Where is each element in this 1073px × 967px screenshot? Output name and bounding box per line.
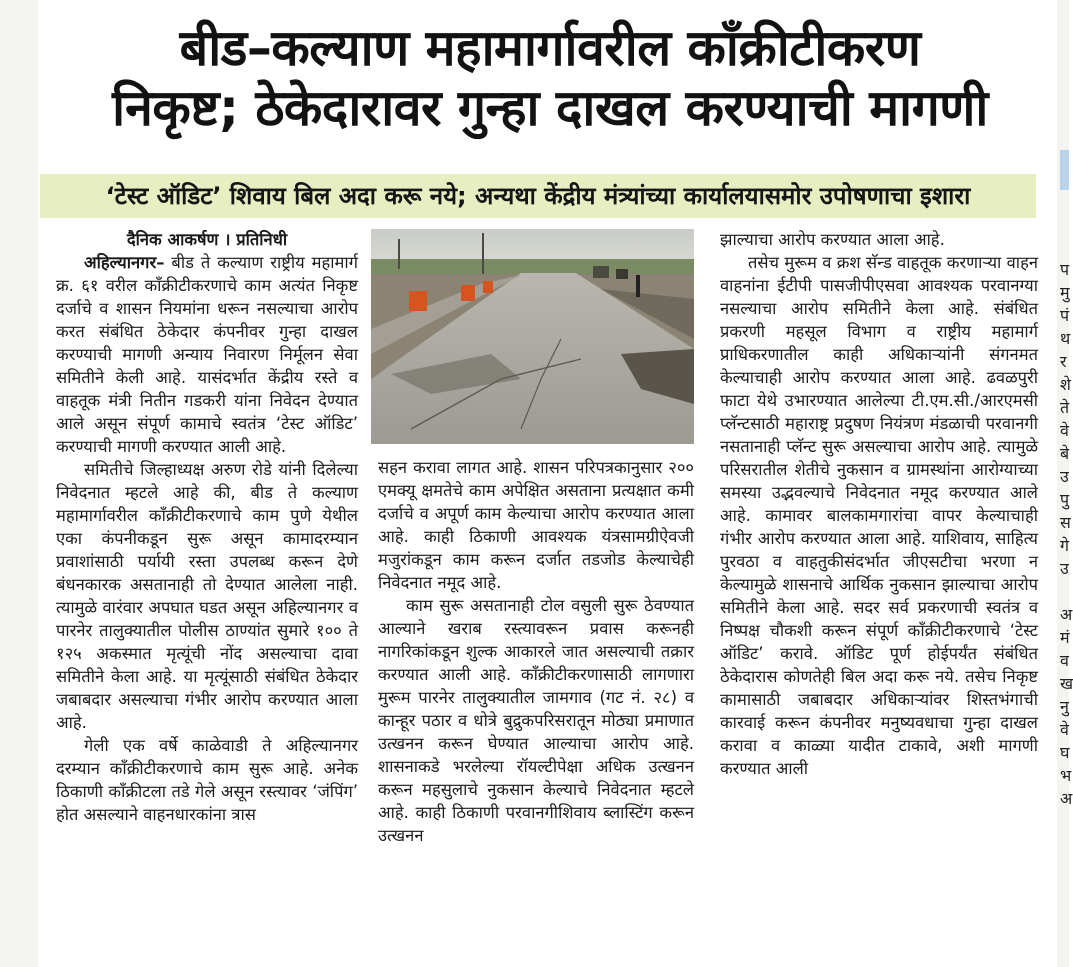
adjacent-article-mark bbox=[1060, 150, 1069, 190]
article-column-2 bbox=[378, 456, 694, 847]
subheadline: ‘टेस्ट ऑडिट’ शिवाय बिल अदा करू नये; अन्यथा केंद्रीय मंत्र्यांच्या कार्यालयासमोर उपोषणाचा इशारा bbox=[40, 174, 1036, 218]
headline bbox=[40, 18, 1060, 138]
headline-line-2: निकृष्ट; ठेकेदारावर गुन्हा दाखल करण्याची मागणी bbox=[112, 79, 988, 137]
paragraph: सहन करावा लागत आहे. शासन परिपत्रकानुसार २०० एमक्यू क्षमतेचे काम अपेक्षित असताना प्रत्यक्षात कमी दर्जाचे व अपूर्ण काम केल्याचा आरोप करण्यात आला आहे. काही ठिकाणी आवश्यक यंत्रसामग्रीऐवजी मजुरांकडून काम करून दर्जात तडजोड केल्याचेही निवेदनात नमूद आहे. bbox=[378, 458, 694, 592]
paragraph bbox=[56, 251, 358, 458]
road-photo-illustration bbox=[371, 229, 694, 444]
page-left-margin bbox=[0, 0, 38, 967]
byline: दैनिक आकर्षण । प्रतिनिधी bbox=[126, 230, 288, 249]
article-column-3 bbox=[720, 228, 1038, 780]
paragraph-text: बीड ते कल्याण राष्ट्रीय महामार्ग क्र. ६१ वरील कॉंक्रीटीकरणाचे काम अत्यंत निकृष्ट दर्जाचे व शासन नियमांना धरून नसल्याचा आरोप करत संबंधित ठेकेदार कंपनीवर गुन्हा दाखल करण्याची मागणी अन्याय निवारण निर्मूलन सेवा समितीने केली आहे. यासंदर्भात केंद्रीय रस्ते व वाहतूक मंत्री नितीन गडकरी यांना निवेदन देण्यात आले असून संपूर्ण कामाचे स्वतंत्र ‘टेस्ट ऑडिट’ करण्याची मागणी करण्यात आली आहे. bbox=[56, 253, 358, 456]
paragraph: गेली एक वर्षे काळेवाडी ते अहिल्यानगर दरम्यान कॉंक्रीटीकरणाचे काम सुरू आहे. अनेक ठिकाणी कॉंक्रीटला तडे गेले असून रस्त्यावर ‘जंपिंग’ होत असल्याने वाहनधारकांना त्रास bbox=[56, 736, 358, 824]
article-column-1 bbox=[56, 228, 358, 826]
headline-line-1: बीड–कल्याण महामार्गावरील कॉंक्रीटीकरण bbox=[179, 19, 921, 77]
road-photo bbox=[371, 229, 694, 444]
dateline: अहिल्यानगर– bbox=[84, 253, 165, 272]
paragraph: झाल्याचा आरोप करण्यात आला आहे. bbox=[720, 230, 945, 249]
adjacent-column-fragment: प मु पं थ र शे ते वे बे उ पु स गे उ अ मं व ख नु वे घ भ अ bbox=[1060, 260, 1073, 808]
paragraph: समितीचे जिल्हाध्यक्ष अरुण रोडे यांनी दिलेल्या निवेदनात म्हटले आहे की, बीड ते कल्याण महामार्गावरील कॉंक्रीटीकरणाचे काम पुणे येथील एका कंपनीकडून सुरू असून कामादरम्यान प्रवाशांसाठी पर्यायी रस्ता उपलब्ध करून देणे बंधनकारक असतानाही तो देण्यात आलेला नाही. त्यामुळे वारंवार अपघात घडत असून अहिल्यानगर व पारनेर तालुक्यातील पोलीस ठाण्यांत सुमारे १०० ते १२५ अकस्मात मृत्यूंची नोंद असल्याचा दावा समितीने केला आहे. या मृत्यूंसाठी संबंधित ठेकेदार जबाबदार असल्याचा गंभीर आरोप करण्यात आला आहे. bbox=[56, 460, 358, 732]
paragraph: काम सुरू असतानाही टोल वसुली सुरू ठेवण्यात आल्याने खराब रस्त्यावरून प्रवास करूनही नागरिकांकडून शुल्क आकारले जात असल्याची तक्रार करण्यात आली आहे. कॉंक्रीटीकरणासाठी लागणारा मुरूम पारनेर तालुक्यातील जामगाव (गट नं. २८) व कान्हूर पठार व धोत्रे बुद्रुकपरिसरातून मोठ्या प्रमाणात उत्खनन करून घेण्यात आल्याचा आरोप आहे. शासनाकडे भरलेल्या रॉयल्टीपेक्षा अधिक उत्खनन करून महसुलाचे नुकसान केल्याचे निवेदनात म्हटले आहे. काही ठिकाणी परवानगीशिवाय ब्लास्टिंग करून उत्खनन bbox=[378, 596, 694, 845]
paragraph: तसेच मुरूम व क्रश सॅन्ड वाहतूक करणाऱ्या वाहन वाहनांना ईटीपी पासजीपीएसवा आवश्यक परवानग्या नसल्याचा आरोप समितीने केला आहे. संबंधित प्रकरणी महसूल विभाग व राष्ट्रीय महामार्ग प्राधिकरणातील काही अधिकाऱ्यांनी संगनमत केल्याचाही आरोप करण्यात आला आहे. ढवळपुरी फाटा येथे उभारण्यात आलेल्या टी.एम.सी./आरएमसी प्लॅन्टसाठी महाराष्ट्र प्रदुषण नियंत्रण मंडळाची परवानगी नसतानाही प्लॅन्ट सुरू असल्याचा आरोप आहे. त्यामुळे परिसरातील शेतीचे नुकसान व ग्रामस्थांना आरोग्याच्या समस्या उद्भवल्याचे निवेदनात नमूद करण्यात आले आहे. कामावर बालकामगारांचा वापर केल्याचाही गंभीर आरोप करण्यात आला आहे. याशिवाय, साहित्य पुरवठा व वाहतुकीसंदर्भात जीएसटीचा भरणा न केल्यामुळे शासनाचे आर्थिक नुकसान झाल्याचा आरोप समितीने केला आहे. सदर सर्व प्रकरणाची स्वतंत्र व निष्पक्ष चौकशी करून संपूर्ण कॉंक्रीटीकरणाचे ‘टेस्ट ऑडिट’ करावे. ऑडिट पूर्ण होईपर्यंत संबंधित ठेकेदारास कोणतेही बिल अदा करू नये. तसेच निकृष्ट कामासाठी जबाबदार अधिकाऱ्यांवर शिस्तभंगाची कारवाई करून कंपनीवर मनुष्यवधाचा गुन्हा दाखल करावा व काळ्या यादीत टाकावे, अशी मागणी करण्यात आली bbox=[720, 253, 1038, 778]
